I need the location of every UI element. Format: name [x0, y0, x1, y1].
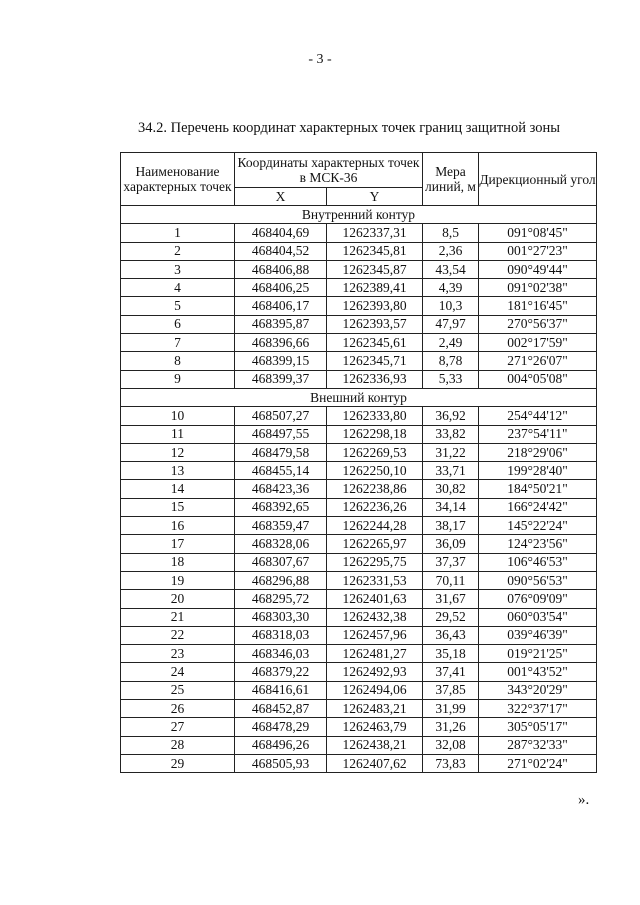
- line-length: 73,83: [423, 754, 479, 772]
- line-length: 2,36: [423, 242, 479, 260]
- y-coordinate: 1262432,38: [327, 608, 423, 626]
- x-coordinate: 468359,47: [235, 517, 327, 535]
- line-length: 8,78: [423, 352, 479, 370]
- y-coordinate: 1262298,18: [327, 425, 423, 443]
- point-number: 19: [121, 571, 235, 589]
- table-row: [121, 645, 597, 663]
- direction-angle: 090°49'44": [479, 260, 597, 278]
- table-row: [121, 590, 597, 608]
- table-row: [121, 480, 597, 498]
- x-coordinate: 468496,26: [235, 736, 327, 754]
- line-length: 47,97: [423, 315, 479, 333]
- y-coordinate: 1262483,21: [327, 700, 423, 718]
- x-coordinate: 468416,61: [235, 681, 327, 699]
- point-number: 18: [121, 553, 235, 571]
- line-length: 33,82: [423, 425, 479, 443]
- y-coordinate: 1262331,53: [327, 571, 423, 589]
- x-coordinate: 468396,66: [235, 334, 327, 352]
- direction-angle: 091°02'38": [479, 279, 597, 297]
- point-number: 5: [121, 297, 235, 315]
- y-coordinate: 1262492,93: [327, 663, 423, 681]
- header-line-length: Мера линий, м: [423, 153, 479, 206]
- closing-mark: ».: [578, 792, 590, 808]
- section-title: Внешний контур: [121, 388, 597, 406]
- x-coordinate: 468455,14: [235, 462, 327, 480]
- table-row: [121, 626, 597, 644]
- header-direction-angle: Дирекционный угол: [479, 153, 597, 206]
- line-length: 70,11: [423, 571, 479, 589]
- x-coordinate: 468295,72: [235, 590, 327, 608]
- line-length: 4,39: [423, 279, 479, 297]
- point-number: 11: [121, 425, 235, 443]
- direction-angle: 271°02'24": [479, 754, 597, 772]
- point-number: 6: [121, 315, 235, 333]
- direction-angle: 001°43'52": [479, 663, 597, 681]
- line-length: 33,71: [423, 462, 479, 480]
- table-row: [121, 608, 597, 626]
- header-coordinates: Координаты характерных точек в МСК-36: [235, 153, 423, 188]
- y-coordinate: 1262463,79: [327, 718, 423, 736]
- direction-angle: 184°50'21": [479, 480, 597, 498]
- line-length: 36,92: [423, 407, 479, 425]
- point-number: 16: [121, 517, 235, 535]
- line-length: 43,54: [423, 260, 479, 278]
- x-coordinate: 468379,22: [235, 663, 327, 681]
- point-number: 22: [121, 626, 235, 644]
- x-coordinate: 468479,58: [235, 443, 327, 461]
- point-number: 4: [121, 279, 235, 297]
- section-inner-contour: [121, 206, 597, 224]
- x-coordinate: 468423,36: [235, 480, 327, 498]
- y-coordinate: 1262336,93: [327, 370, 423, 388]
- line-length: 37,41: [423, 663, 479, 681]
- y-coordinate: 1262389,41: [327, 279, 423, 297]
- table-row: [121, 700, 597, 718]
- x-coordinate: 468507,27: [235, 407, 327, 425]
- y-coordinate: 1262236,26: [327, 498, 423, 516]
- point-number: 20: [121, 590, 235, 608]
- point-number: 3: [121, 260, 235, 278]
- table-row: [121, 297, 597, 315]
- table-row: [121, 260, 597, 278]
- section-outer-contour: [121, 388, 597, 406]
- y-coordinate: 1262345,61: [327, 334, 423, 352]
- table-row: [121, 352, 597, 370]
- direction-angle: 218°29'06": [479, 443, 597, 461]
- x-coordinate: 468404,52: [235, 242, 327, 260]
- table-row: [121, 242, 597, 260]
- point-number: 25: [121, 681, 235, 699]
- direction-angle: 019°21'25": [479, 645, 597, 663]
- direction-angle: 270°56'37": [479, 315, 597, 333]
- line-length: 31,22: [423, 443, 479, 461]
- direction-angle: 002°17'59": [479, 334, 597, 352]
- x-coordinate: 468307,67: [235, 553, 327, 571]
- x-coordinate: 468478,29: [235, 718, 327, 736]
- table-row: [121, 681, 597, 699]
- y-coordinate: 1262337,31: [327, 224, 423, 242]
- line-length: 8,5: [423, 224, 479, 242]
- x-coordinate: 468328,06: [235, 535, 327, 553]
- y-coordinate: 1262265,97: [327, 535, 423, 553]
- x-coordinate: 468346,03: [235, 645, 327, 663]
- table-row: [121, 718, 597, 736]
- line-length: 37,37: [423, 553, 479, 571]
- direction-angle: 091°08'45": [479, 224, 597, 242]
- point-number: 29: [121, 754, 235, 772]
- line-length: 30,82: [423, 480, 479, 498]
- point-number: 26: [121, 700, 235, 718]
- x-coordinate: 468406,88: [235, 260, 327, 278]
- line-length: 10,3: [423, 297, 479, 315]
- line-length: 38,17: [423, 517, 479, 535]
- direction-angle: 287°32'33": [479, 736, 597, 754]
- header-x: X: [235, 187, 327, 205]
- table-row: [121, 334, 597, 352]
- y-coordinate: 1262345,71: [327, 352, 423, 370]
- table-row: [121, 315, 597, 333]
- line-length: 31,67: [423, 590, 479, 608]
- x-coordinate: 468404,69: [235, 224, 327, 242]
- line-length: 35,18: [423, 645, 479, 663]
- table-row: [121, 425, 597, 443]
- x-coordinate: 468399,37: [235, 370, 327, 388]
- x-coordinate: 468406,25: [235, 279, 327, 297]
- direction-angle: 124°23'56": [479, 535, 597, 553]
- x-coordinate: 468399,15: [235, 352, 327, 370]
- header-y: Y: [327, 187, 423, 205]
- y-coordinate: 1262457,96: [327, 626, 423, 644]
- x-coordinate: 468452,87: [235, 700, 327, 718]
- x-coordinate: 468505,93: [235, 754, 327, 772]
- y-coordinate: 1262295,75: [327, 553, 423, 571]
- x-coordinate: 468303,30: [235, 608, 327, 626]
- table-row: [121, 498, 597, 516]
- y-coordinate: 1262494,06: [327, 681, 423, 699]
- table-row: [121, 517, 597, 535]
- x-coordinate: 468296,88: [235, 571, 327, 589]
- page-number: - 3 -: [308, 52, 332, 67]
- line-length: 32,08: [423, 736, 479, 754]
- y-coordinate: 1262269,53: [327, 443, 423, 461]
- y-coordinate: 1262238,86: [327, 480, 423, 498]
- header-point-name: Наименование характерных точек: [121, 153, 235, 206]
- table-row: [121, 462, 597, 480]
- point-number: 24: [121, 663, 235, 681]
- direction-angle: 199°28'40": [479, 462, 597, 480]
- direction-angle: 181°16'45": [479, 297, 597, 315]
- direction-angle: 254°44'12": [479, 407, 597, 425]
- direction-angle: 090°56'53": [479, 571, 597, 589]
- point-number: 15: [121, 498, 235, 516]
- y-coordinate: 1262393,80: [327, 297, 423, 315]
- table-row: [121, 443, 597, 461]
- direction-angle: 076°09'09": [479, 590, 597, 608]
- x-coordinate: 468406,17: [235, 297, 327, 315]
- point-number: 2: [121, 242, 235, 260]
- line-length: 36,09: [423, 535, 479, 553]
- direction-angle: 322°37'17": [479, 700, 597, 718]
- y-coordinate: 1262244,28: [327, 517, 423, 535]
- line-length: 29,52: [423, 608, 479, 626]
- point-number: 27: [121, 718, 235, 736]
- direction-angle: 001°27'23": [479, 242, 597, 260]
- point-number: 1: [121, 224, 235, 242]
- table-row: [121, 754, 597, 772]
- section-title: Внутренний контур: [121, 206, 597, 224]
- table-row: [121, 553, 597, 571]
- direction-angle: 145°22'24": [479, 517, 597, 535]
- table-row: [121, 736, 597, 754]
- y-coordinate: 1262481,27: [327, 645, 423, 663]
- line-length: 31,99: [423, 700, 479, 718]
- table-row: [121, 663, 597, 681]
- table-row: [121, 407, 597, 425]
- point-number: 9: [121, 370, 235, 388]
- y-coordinate: 1262393,57: [327, 315, 423, 333]
- line-length: 37,85: [423, 681, 479, 699]
- line-length: 36,43: [423, 626, 479, 644]
- direction-angle: 271°26'07": [479, 352, 597, 370]
- direction-angle: 166°24'42": [479, 498, 597, 516]
- table-row: [121, 279, 597, 297]
- coordinates-table: [120, 152, 597, 773]
- point-number: 12: [121, 443, 235, 461]
- table-row: [121, 224, 597, 242]
- line-length: 5,33: [423, 370, 479, 388]
- direction-angle: 343°20'29": [479, 681, 597, 699]
- y-coordinate: 1262438,21: [327, 736, 423, 754]
- direction-angle: 004°05'08": [479, 370, 597, 388]
- point-number: 13: [121, 462, 235, 480]
- direction-angle: 237°54'11": [479, 425, 597, 443]
- direction-angle: 106°46'53": [479, 553, 597, 571]
- table-row: [121, 571, 597, 589]
- y-coordinate: 1262407,62: [327, 754, 423, 772]
- table-header: [121, 153, 597, 206]
- point-number: 7: [121, 334, 235, 352]
- point-number: 8: [121, 352, 235, 370]
- point-number: 23: [121, 645, 235, 663]
- point-number: 17: [121, 535, 235, 553]
- direction-angle: 060°03'54": [479, 608, 597, 626]
- y-coordinate: 1262345,87: [327, 260, 423, 278]
- point-number: 21: [121, 608, 235, 626]
- y-coordinate: 1262345,81: [327, 242, 423, 260]
- point-number: 10: [121, 407, 235, 425]
- y-coordinate: 1262401,63: [327, 590, 423, 608]
- direction-angle: 039°46'39": [479, 626, 597, 644]
- line-length: 2,49: [423, 334, 479, 352]
- y-coordinate: 1262250,10: [327, 462, 423, 480]
- table-body: [121, 206, 597, 773]
- line-length: 31,26: [423, 718, 479, 736]
- point-number: 28: [121, 736, 235, 754]
- y-coordinate: 1262333,80: [327, 407, 423, 425]
- table-row: [121, 370, 597, 388]
- x-coordinate: 468392,65: [235, 498, 327, 516]
- x-coordinate: 468497,55: [235, 425, 327, 443]
- point-number: 14: [121, 480, 235, 498]
- x-coordinate: 468395,87: [235, 315, 327, 333]
- section-heading: 34.2. Перечень координат характерных точек границ защитной зоны: [138, 120, 560, 136]
- direction-angle: 305°05'17": [479, 718, 597, 736]
- x-coordinate: 468318,03: [235, 626, 327, 644]
- line-length: 34,14: [423, 498, 479, 516]
- table-row: [121, 535, 597, 553]
